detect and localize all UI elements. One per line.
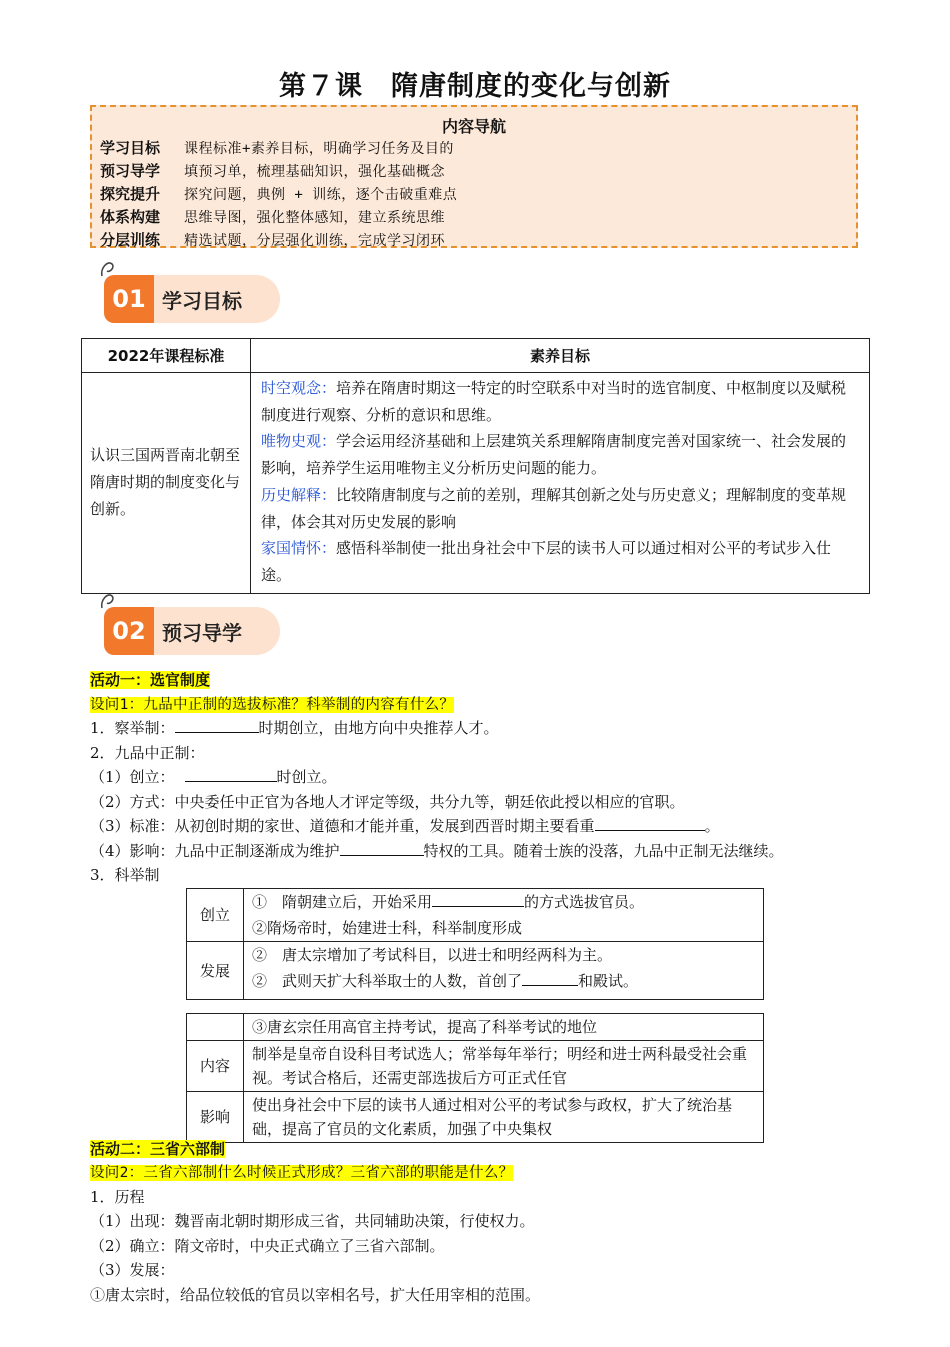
section-header-preview: [98, 590, 283, 662]
nav-row: [100, 205, 445, 228]
text-line: [90, 717, 499, 738]
nav-value: 课程标准+素养目标，明确学习任务及目的: [184, 140, 454, 157]
section-header-learning-goals: [98, 258, 283, 330]
line-text: 。: [704, 817, 720, 835]
line-text: 的方式选拔官员。: [524, 893, 645, 911]
line-text: ① 隋朝建立后，开始采用: [252, 893, 433, 911]
literacy-text: 比较隋唐制度与之前的差别，理解其创新之处与历史意义；理解制度的变革规律，体会其对历史发展的影响: [261, 485, 847, 531]
fill-blank[interactable]: [432, 891, 524, 907]
literacy-cell: [251, 373, 870, 594]
row-value: ②隋炀帝时，始建进士科，科举制度形成: [244, 915, 764, 942]
nav-heading: 内容导航: [441, 117, 506, 136]
text-line: [90, 815, 720, 836]
literacy-text: 学会运用经济基础和上层建筑关系理解隋唐制度完善对国家统一、社会发展的影响，培养学生运用唯物主义分析历史问题的能力。: [261, 432, 847, 478]
content-nav-box: [90, 105, 858, 248]
section-number: 01: [104, 275, 154, 323]
activity-title: 活动一：选官制度: [90, 671, 211, 689]
nav-key: 学习目标: [100, 139, 161, 157]
literacy-tag: 唯物史观：: [261, 432, 337, 451]
page-title: 第７课 隋唐制度的变化与创新: [279, 71, 671, 102]
goals-table: [81, 338, 870, 594]
line-text: ② 武则天扩大科举取士的人数，首创了: [252, 972, 523, 990]
row-key: 内容: [187, 1041, 244, 1092]
nav-key: 体系构建: [100, 208, 161, 226]
literacy-item: [261, 482, 859, 535]
line-text: （1）创立：: [90, 768, 175, 786]
standard-cell: 认识三国两晋南北朝至隋唐时期的制度变化与创新。: [82, 373, 251, 594]
fill-blank[interactable]: [185, 766, 277, 782]
literacy-item: [261, 535, 859, 588]
question-text: 设问1：九品中正制的选拔标准？科举制的内容有什么？: [90, 697, 455, 713]
fill-blank[interactable]: [340, 840, 424, 856]
activity-title: 活动二：三省六部制: [90, 1140, 226, 1158]
line-text: 时创立。: [276, 768, 337, 786]
line-text: （4）影响：九品中正制逐渐成为维护: [90, 842, 340, 860]
literacy-tag: 历史解释：: [261, 485, 337, 504]
fill-blank[interactable]: [522, 970, 578, 986]
line-text: 和殿试。: [578, 972, 639, 990]
line-text: 特权的工具。随着士族的没落，九品中正制无法继续。: [423, 842, 784, 860]
text-line: （2）方式：中央委任中正官为各地人才评定等级，共分九等，朝廷依此授以相应的官职。: [90, 793, 685, 811]
nav-row: [100, 136, 454, 159]
literacy-text: 培养在隋唐时期这一特定的时空联系中对当时的选官制度、中枢制度以及赋税制度进行观察、分析的意识和思维。: [261, 379, 847, 424]
nav-value: 探究问题，典例 + 训练，逐个击破重难点: [184, 186, 458, 203]
row-value: ③唐玄宗任用高官主持考试，提高了科举考试的地位: [244, 1014, 764, 1041]
literacy-item: [261, 428, 859, 481]
nav-value: 填预习单，梳理基础知识，强化基础概念: [184, 163, 445, 180]
text-line: （1）出现：魏晋南北朝时期形成三省，共同辅助决策，行使权力。: [90, 1212, 535, 1230]
section-label: 学习目标: [162, 288, 242, 313]
row-value: ② 唐太宗增加了考试科目，以进士和明经两科为主。: [244, 942, 764, 969]
text-line: [90, 840, 784, 861]
row-key: 创立: [187, 889, 244, 942]
row-value: [244, 889, 764, 916]
nav-row: [100, 228, 445, 251]
text-line: 2．九品中正制：: [90, 744, 205, 762]
line-text: 1．察举制：: [90, 719, 175, 737]
nav-key: 分层训练: [100, 231, 161, 249]
literacy-tag: 家国情怀：: [261, 539, 337, 558]
row-value: 制举是皇帝自设科目考试选人；常举每年举行；明经和进士两科最受社会重视。考试合格后，还需吏部选拔后方可正式任官: [244, 1041, 764, 1092]
section-label: 预习导学: [162, 620, 242, 645]
col-header-literacy: 素养目标: [251, 339, 870, 373]
text-line: ①唐太宗时，给品位较低的官员以宰相名号，扩大任用宰相的范围。: [90, 1286, 541, 1304]
keju-table-2: [186, 1013, 764, 1143]
nav-row: [100, 182, 457, 205]
keju-table-1: [186, 888, 764, 1000]
text-line: （3）发展：: [90, 1261, 175, 1279]
text-line: 3．科举制: [90, 866, 160, 884]
section-number: 02: [104, 607, 154, 655]
text-line: （2）确立：隋文帝时，中央正式确立了三省六部制。: [90, 1237, 445, 1255]
row-value: [244, 968, 764, 1000]
row-key: 发展: [187, 942, 244, 1000]
question-text: 设问2：三省六部制什么时候正式形成？三省六部的职能是什么？: [90, 1165, 514, 1181]
fill-blank[interactable]: [595, 815, 705, 831]
nav-key: 预习导学: [100, 162, 161, 180]
nav-value: 思维导图，强化整体感知，建立系统思维: [184, 209, 445, 226]
row-value: 使出身社会中下层的读书人通过相对公平的考试参与政权，扩大了统治基础，提高了官员的文化素质，加强了中央集权: [244, 1092, 764, 1143]
col-header-standard: 2022年课程标准: [82, 339, 251, 373]
row-key: [187, 1014, 244, 1041]
text-line: 1．历程: [90, 1188, 145, 1206]
text-line: [90, 766, 337, 787]
line-text: 时期创立，由地方向中央推荐人才。: [258, 719, 499, 737]
nav-value: 精选试题，分层强化训练，完成学习闭环: [184, 232, 445, 249]
fill-blank[interactable]: [175, 717, 259, 733]
nav-row: [100, 159, 445, 182]
nav-key: 探究提升: [100, 185, 161, 203]
literacy-tag: 时空观念：: [261, 379, 337, 397]
literacy-item: [261, 375, 859, 428]
literacy-text: 感悟科举制使一批出身社会中下层的读书人可以通过相对公平的考试步入仕途。: [261, 539, 832, 584]
row-key: 影响: [187, 1092, 244, 1143]
line-text: （3）标准：从初创时期的家世、道德和才能并重，发展到西晋时期主要看重: [90, 817, 595, 835]
